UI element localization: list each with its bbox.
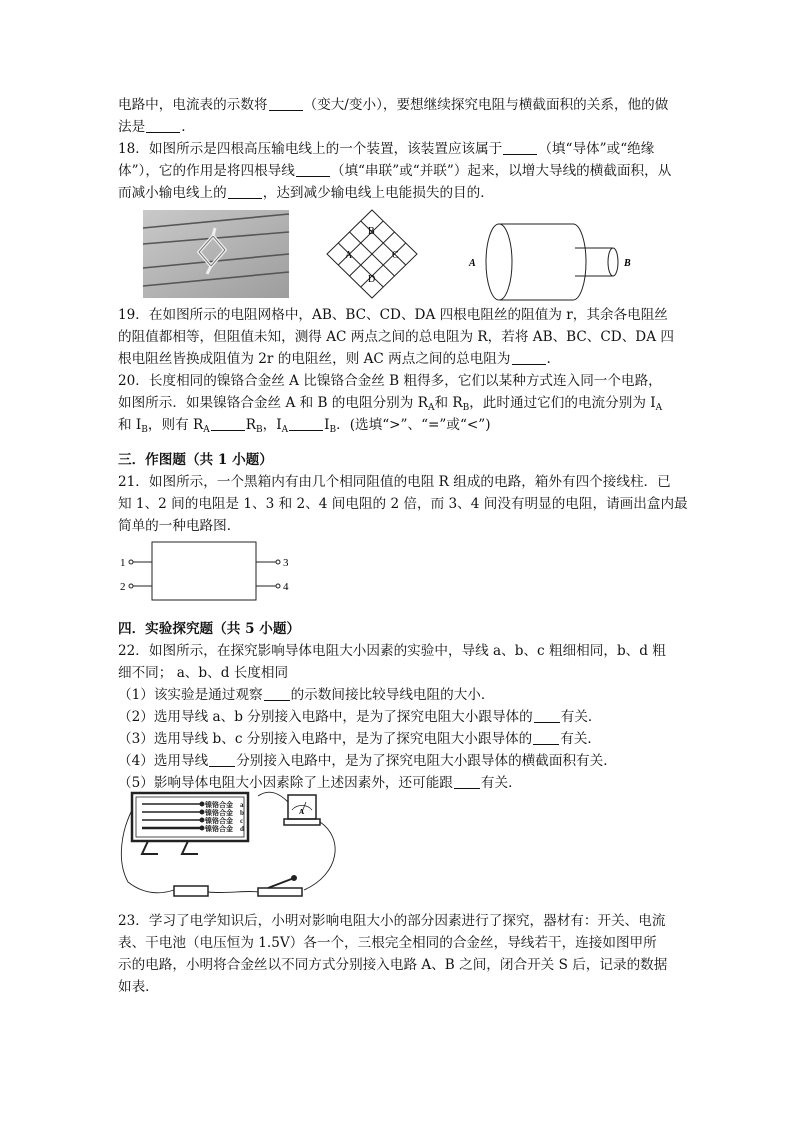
q23-line2: 表、干电池（电压恒为 1.5V）各一个，三根完全相同的合金丝，导线若干，连接如图甲所 bbox=[118, 935, 657, 951]
q22-item-3: （3）选用导线 b、c 分别接入电路中，是为了探究电阻大小跟导体的 有关． bbox=[118, 731, 602, 747]
answer-blank[interactable] bbox=[228, 185, 262, 199]
q22-item-4: （4）选用导线 分别接入电路中，是为了探究电阻大小跟导体的横截面积有关． bbox=[118, 753, 617, 769]
q17-line1: 电路中，电流表的示数将 （变大/变小），要想继续探究电阻与横截面积的关系，他的做 bbox=[118, 97, 669, 113]
q18-line1: 18．如图所示是四根高压输电线上的一个装置，该装置应该属于 （填“导体”或“绝缘 bbox=[118, 141, 655, 157]
board-row-2-material: 镍铬合金 bbox=[205, 809, 233, 817]
board-row-1-material: 镍铬合金 bbox=[205, 801, 233, 809]
board-row-3-material: 镍铬合金 bbox=[205, 817, 233, 825]
q20-line2: 如图所示．如果镍铬合金丝 A 和 B 的电阻分别为 $R_A$和 $R_B$，此时通过它们的电流分别为 $I_A$ bbox=[118, 395, 663, 413]
q23-line4: 如表． bbox=[118, 979, 159, 995]
board-row-1-id: a bbox=[240, 801, 244, 809]
experiment-apparatus-figure bbox=[118, 790, 378, 904]
grid-label-b: B bbox=[368, 226, 375, 237]
q20-line1: 20．长度相同的镍铬合金丝 A 比镍铬合金丝 B 粗得多，它们以某种方式连入同一个电路， bbox=[118, 373, 662, 389]
q19-line3: 根电阻丝皆换成阻值为 2r 的电阻丝，则 AC 两点之间的总电阻为 . bbox=[118, 351, 551, 367]
answer-blank[interactable] bbox=[512, 351, 546, 365]
ammeter-label: A bbox=[299, 808, 305, 816]
answer-blank[interactable] bbox=[289, 417, 323, 431]
q22-item-2: （2）选用导线 a、b 分别接入电路中，是为了探究电阻大小跟导体的 有关． bbox=[118, 709, 602, 725]
answer-blank[interactable] bbox=[533, 731, 559, 745]
grid-label-c: C bbox=[392, 250, 399, 261]
terminal-4-label: 4 bbox=[283, 581, 289, 593]
q18-line3: 而减小输电线上的 ，达到减少输电线上电能损失的目的． bbox=[118, 185, 494, 201]
q22-item-1: （1）该实验是通过观察 的示数间接比较导线电阻的大小． bbox=[118, 687, 495, 703]
cyl-label-b: B bbox=[624, 258, 631, 269]
terminal-1-label: 1 bbox=[120, 557, 126, 569]
answer-blank[interactable] bbox=[211, 417, 245, 431]
cyl-label-a: A bbox=[469, 258, 476, 269]
answer-blank[interactable] bbox=[209, 753, 235, 767]
q22-line2: 细不同； a、b、d 长度相同 bbox=[118, 665, 289, 681]
q19-line1: 19．在如图所示的电阻网格中，AB、BC、CD、DA 四根电阻丝的阻值为 r，其余各电阻丝 bbox=[118, 307, 668, 323]
q21-line1: 21．如图所示，一个黑箱内有由几个相同阻值的电阻 R 组成的电路，箱外有四个接线柱．已 bbox=[118, 474, 671, 490]
grid-label-d: D bbox=[368, 274, 376, 285]
q19-line2: 的阻值都相等，但阻值未知，测得 AC 两点之间的总电阻为 R，若将 AB、BC、CD、DA 四 bbox=[118, 329, 674, 345]
cylinder-wires-figure bbox=[465, 222, 645, 304]
answer-blank[interactable] bbox=[264, 687, 290, 701]
q21-line2: 知 1、2 间的电阻是 1、3 和 2、4 间电阻的 2 倍，而 3、4 间没有明显的电阻，请画出盒内最 bbox=[118, 496, 688, 512]
black-box-figure bbox=[118, 540, 298, 602]
board-row-4-material: 镍铬合金 bbox=[205, 825, 233, 833]
q17-line2: 法是 . bbox=[118, 119, 186, 135]
answer-blank[interactable] bbox=[454, 775, 480, 789]
q18-line2: 体”），它的作用是将四根导线 （填“串联”或“并联”）起来，以增大导线的横截面积，从 bbox=[118, 163, 672, 179]
q22-line1: 22．如图所示，在探究影响导体电阻大小因素的实验中，导线 a、b、c 粗细相同，b、d 粗 bbox=[118, 643, 666, 659]
q23-line1: 23．学习了电学知识后，小明对影响电阻大小的部分因素进行了探究，器材有：开关、电流 bbox=[118, 913, 666, 929]
terminal-2-label: 2 bbox=[120, 581, 126, 593]
board-row-3-id: c bbox=[240, 817, 244, 825]
terminal-3-label: 3 bbox=[283, 557, 289, 569]
power-line-photo bbox=[143, 210, 289, 298]
resistor-grid-figure bbox=[325, 208, 419, 300]
answer-blank[interactable] bbox=[269, 97, 303, 111]
answer-blank[interactable] bbox=[534, 709, 560, 723]
q20-line3: 和 $I_B$，则有 $R_A$ $R_B$，$I_A$ $I_B$．(选填“>”、“=”或“<”) bbox=[118, 417, 491, 435]
board-row-2-id: b bbox=[240, 809, 244, 817]
q22-item-5: （5）影响导体电阻大小因素除了上述因素外，还可能跟 有关． bbox=[118, 775, 522, 791]
answer-blank[interactable] bbox=[146, 119, 180, 133]
q23-line3: 示的电路，小明将合金丝以不同方式分别接入电路 A、B 之间，闭合开关 S 后，记录的数据 bbox=[118, 957, 668, 973]
answer-blank[interactable] bbox=[296, 163, 330, 177]
q21-line3: 简单的一种电路图． bbox=[118, 518, 241, 534]
section-3-heading: 三．作图题（共 1 小题） bbox=[118, 452, 273, 468]
board-row-4-id: d bbox=[240, 825, 244, 833]
grid-label-a: A bbox=[345, 250, 353, 261]
section-4-heading: 四．实验探究题（共 5 小题） bbox=[118, 621, 301, 637]
answer-blank[interactable] bbox=[503, 141, 537, 155]
